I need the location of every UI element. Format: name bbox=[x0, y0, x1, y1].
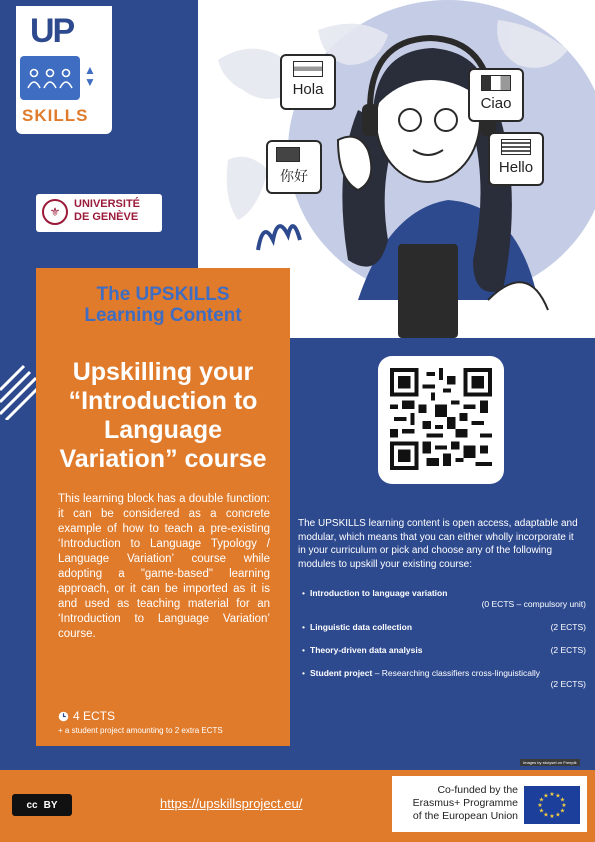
eu-text-line3: of the European Union bbox=[412, 810, 518, 822]
module-ects: (2 ECTS) bbox=[550, 679, 586, 689]
svg-text:★: ★ bbox=[538, 808, 545, 815]
svg-text:★: ★ bbox=[543, 812, 549, 819]
university-name-line1: UNIVERSITÉ bbox=[74, 198, 141, 210]
speech-bubble-hola bbox=[280, 54, 336, 110]
svg-text:★: ★ bbox=[538, 797, 545, 804]
module-title: Introduction to language variation bbox=[310, 588, 448, 598]
module-description: – Researching classifiers cross-linguistically bbox=[372, 668, 541, 678]
list-item bbox=[310, 645, 586, 656]
speech-bubble-ciao bbox=[468, 68, 524, 122]
module-title: Student project bbox=[310, 668, 373, 678]
clock-icon bbox=[58, 711, 69, 722]
ects-extra-note: + a student project amounting to 2 extra ECTS bbox=[58, 726, 223, 735]
usa-flag-icon bbox=[501, 139, 531, 155]
list-item bbox=[310, 668, 586, 690]
title-line3: Language bbox=[103, 416, 223, 444]
svg-text:★: ★ bbox=[543, 793, 549, 800]
svg-text:★: ★ bbox=[559, 808, 566, 815]
bubble-text-nihao: 你好 bbox=[280, 168, 308, 184]
china-flag-icon bbox=[276, 147, 300, 162]
spain-flag-icon bbox=[293, 61, 323, 77]
module-ects: • (2 ECTS) bbox=[550, 645, 586, 655]
learning-content-subtitle bbox=[36, 284, 290, 326]
content-intro-text: The UPSKILLS learning content is open access, adaptable and modular, which means that you can either wholly incorporate it in your curriculum or pick and choose any of the following modules to upskill your existing course: bbox=[298, 518, 578, 570]
svg-text:★: ★ bbox=[537, 803, 543, 809]
eu-text-line2: Erasmus+ Programme bbox=[412, 797, 518, 809]
creative-commons-badge bbox=[12, 794, 72, 816]
eu-funding-text bbox=[398, 784, 518, 823]
list-item bbox=[310, 622, 586, 633]
bubble-text-hola: Hola bbox=[292, 81, 324, 98]
module-list bbox=[310, 588, 586, 702]
title-line1: Upskilling your bbox=[72, 358, 254, 386]
subtitle-line1: The UPSKILLS bbox=[96, 284, 230, 305]
svg-text:★: ★ bbox=[549, 814, 555, 820]
svg-text:★: ★ bbox=[555, 793, 561, 800]
module-title: Theory-driven data analysis bbox=[310, 645, 423, 655]
image-credit: Images by storyset on Freepik bbox=[520, 759, 580, 766]
decorative-stripes bbox=[0, 360, 40, 420]
eu-flag-icon bbox=[524, 786, 580, 824]
university-name bbox=[74, 198, 140, 224]
title-line2: “Introduction to bbox=[68, 387, 258, 415]
people-group-icon bbox=[20, 56, 80, 100]
university-name-line2: DE GENÈVE bbox=[74, 211, 139, 223]
up-logo-text: UP bbox=[30, 12, 74, 50]
course-title bbox=[36, 358, 290, 474]
module-ects: (0 ECTS – compulsory unit) bbox=[481, 599, 586, 609]
subtitle-line2: Learning Content bbox=[84, 305, 242, 326]
ects-total bbox=[58, 709, 115, 723]
course-description: This learning block has a double function: it can be considered as a concrete example of how to teach a pre-existing ‘Introduction to Language Typology / Language Variation’ course while adopting a "game-based" learning approach, or it can be imported as it is and used as teaching material for an ‘Introduction to Language Variation’ course. bbox=[58, 493, 270, 640]
module-ects: • (2 ECTS) bbox=[550, 622, 586, 632]
svg-text:★: ★ bbox=[559, 797, 566, 804]
up-down-arrows-icon: ▲ ▼ bbox=[84, 63, 96, 89]
module-title: Linguistic data collection bbox=[310, 622, 413, 632]
eu-text-line1: Co-funded by the bbox=[437, 784, 518, 796]
cc-icon: cc bbox=[26, 799, 38, 811]
bubble-text-hello: Hello bbox=[498, 159, 534, 176]
project-website-link[interactable]: https://upskillsproject.eu/ bbox=[160, 796, 303, 811]
skills-logo-text: SKILLS bbox=[22, 106, 89, 125]
ects-total-text: 4 ECTS bbox=[73, 709, 116, 723]
list-item bbox=[310, 588, 586, 610]
svg-text:★: ★ bbox=[555, 812, 561, 819]
cc-by-icon: BY bbox=[43, 799, 58, 811]
italy-flag-icon bbox=[481, 75, 511, 91]
svg-text:★: ★ bbox=[549, 792, 555, 798]
speech-bubble-nihao bbox=[266, 140, 322, 194]
title-line4: Variation” course bbox=[59, 445, 267, 473]
qr-code[interactable] bbox=[390, 368, 492, 470]
university-seal-icon: ⚜ bbox=[42, 199, 68, 225]
bubble-text-ciao: Ciao bbox=[480, 95, 512, 112]
svg-text:★: ★ bbox=[561, 803, 567, 809]
speech-bubble-hello bbox=[488, 132, 544, 186]
